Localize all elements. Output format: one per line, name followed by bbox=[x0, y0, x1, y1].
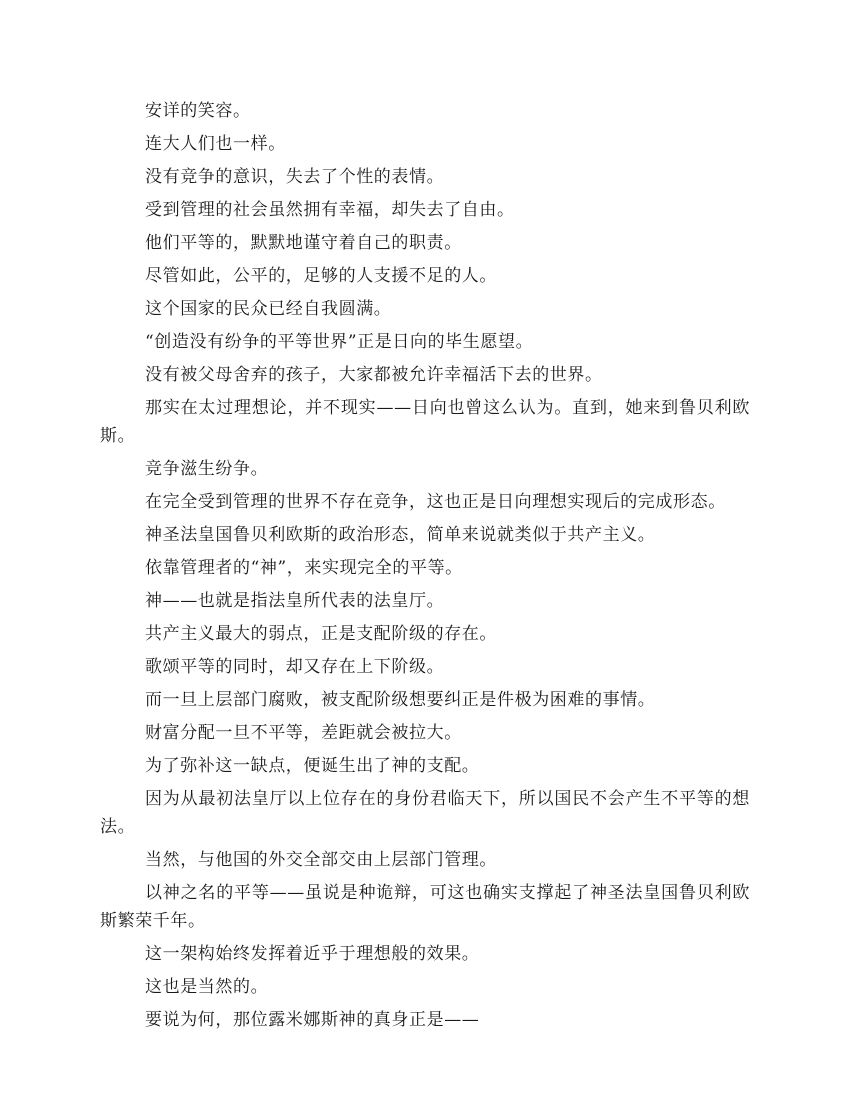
paragraph: 那实在太过理想论，并不现实——日向也曾这么认为。直到，她来到鲁贝利欧斯。 bbox=[100, 398, 750, 446]
paragraph: 财富分配一旦不平等，差距就会被拉大。 bbox=[145, 723, 462, 743]
paragraph: 依靠管理者的“神”，来实现完全的平等。 bbox=[145, 558, 463, 578]
paragraph: 要说为何，那位露米娜斯神的真身正是—— bbox=[145, 1010, 480, 1030]
paragraph: 安详的笑容。 bbox=[145, 101, 251, 121]
paragraph: 而一旦上层部门腐败，被支配阶级想要纠正是件极为困难的事情。 bbox=[145, 690, 656, 710]
paragraph: 为了弥补这一缺点，便诞生出了神的支配。 bbox=[145, 756, 480, 776]
paragraph: 神——也就是指法皇所代表的法皇厅。 bbox=[145, 591, 445, 611]
paragraph: 当然，与他国的外交全部交由上层部门管理。 bbox=[145, 850, 497, 870]
paragraph: 在完全受到管理的世界不存在竞争，这也正是日向理想实现后的完成形态。 bbox=[145, 492, 726, 512]
paragraph: 这一架构始终发挥着近乎于理想般的效果。 bbox=[145, 944, 480, 964]
paragraph: 受到管理的社会虽然拥有幸福，却失去了自由。 bbox=[145, 200, 515, 220]
document-page bbox=[100, 97, 750, 1039]
paragraph: 他们平等的，默默地谨守着自己的职责。 bbox=[145, 233, 462, 253]
paragraph: 这也是当然的。 bbox=[145, 977, 269, 997]
paragraph: 连大人们也一样。 bbox=[145, 134, 286, 154]
paragraph: 这个国家的民众已经自我圆满。 bbox=[145, 299, 392, 319]
paragraph: 没有被父母舍弃的孩子，大家都被允许幸福活下去的世界。 bbox=[145, 365, 603, 385]
paragraph: “创造没有纷争的平等世界”正是日向的毕生愿望。 bbox=[145, 332, 534, 352]
paragraph: 没有竞争的意识，失去了个性的表情。 bbox=[145, 167, 445, 187]
paragraph: 共产主义最大的弱点，正是支配阶级的存在。 bbox=[145, 624, 497, 644]
paragraph: 以神之名的平等——虽说是种诡辩，可这也确实支撑起了神圣法皇国鲁贝利欧斯繁荣千年。 bbox=[100, 883, 750, 931]
paragraph: 因为从最初法皇厅以上位存在的身份君临天下，所以国民不会产生不平等的想法。 bbox=[100, 789, 750, 837]
paragraph: 神圣法皇国鲁贝利欧斯的政治形态，简单来说就类似于共产主义。 bbox=[145, 525, 656, 545]
paragraph: 歌颂平等的同时，却又存在上下阶级。 bbox=[145, 657, 445, 677]
paragraph: 尽管如此，公平的，足够的人支援不足的人。 bbox=[145, 266, 497, 286]
paragraph: 竞争滋生纷争。 bbox=[145, 459, 269, 479]
